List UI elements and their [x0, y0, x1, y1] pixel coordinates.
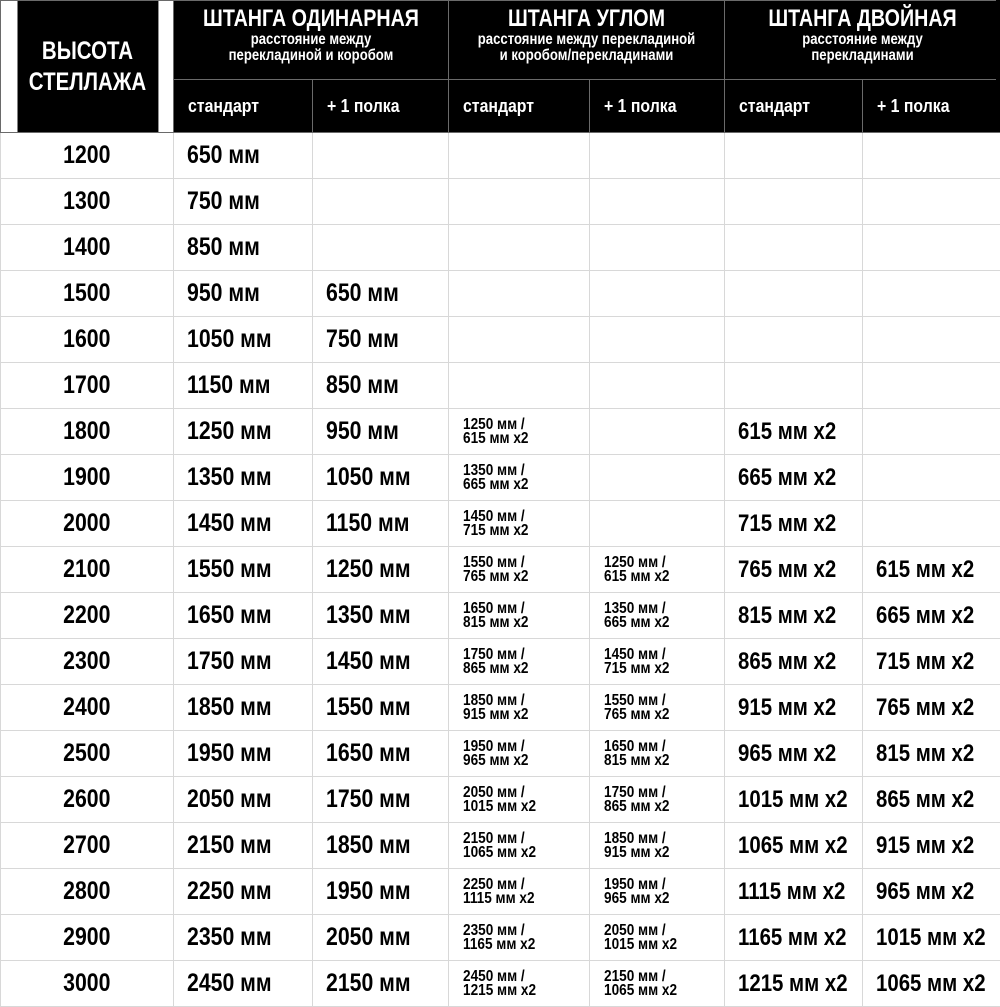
height-header-label: ВЫСОТА СТЕЛЛАЖА [16, 36, 157, 98]
single-plus-shelf-cell-value: 2050 мм [326, 923, 411, 952]
double-plus-shelf-cell [863, 547, 1000, 593]
corner-plus-shelf-cell [590, 225, 725, 271]
height-column-header [16, 1, 158, 133]
single-standard-cell-value: 1850 мм [187, 693, 272, 722]
double-plus-shelf-cell-value: 1015 мм x2 [876, 924, 986, 952]
single-plus-shelf-cell [313, 777, 449, 823]
corner-standard-cell-value: 2350 мм / 1165 мм x2 [463, 924, 535, 952]
double-plus-shelf-cell [863, 823, 1000, 869]
rack-height-cell [1, 731, 174, 777]
double-standard-cell [725, 317, 863, 363]
double-standard-cell [725, 271, 863, 317]
corner-standard-cell-value: 2150 мм / 1065 мм x2 [463, 832, 536, 860]
single-plus-shelf-cell-value: 1250 мм [326, 555, 411, 584]
double-standard-cell-value: 1065 мм x2 [738, 832, 848, 860]
corner-plus-shelf-cell-value: 1650 мм / 815 мм x2 [604, 740, 670, 768]
double-standard-cell-value: 615 мм x2 [738, 418, 836, 446]
double-standard-cell-value: 715 мм x2 [738, 510, 836, 538]
rack-height-cell-value: 1500 [63, 279, 110, 308]
rack-height-cell [1, 639, 174, 685]
single-plus-shelf-cell [313, 409, 449, 455]
single-plus-shelf-cell [313, 823, 449, 869]
single-standard-cell-value: 1750 мм [187, 647, 272, 676]
corner-standard-cell [449, 915, 590, 961]
corner-standard-cell [449, 363, 590, 409]
corner-rod-title: ШТАНГА УГЛОМ [474, 6, 700, 32]
rack-height-cell [1, 363, 174, 409]
single-standard-cell [174, 547, 313, 593]
single-plus-shelf-cell-value: 1950 мм [326, 877, 411, 906]
double-plus-shelf-cell [863, 271, 1000, 317]
sub-header-label: + 1 полка [604, 96, 677, 117]
corner-plus-shelf-cell-value: 1250 мм / 615 мм x2 [604, 556, 670, 584]
corner-standard-cell [449, 317, 590, 363]
rack-height-cell [1, 179, 174, 225]
double-plus-shelf-cell-value: 715 мм x2 [876, 648, 974, 676]
corner-plus-shelf-cell [590, 593, 725, 639]
single-standard-cell [174, 731, 313, 777]
single-plus-shelf-cell [313, 501, 449, 547]
single-plus-shelf-cell-value: 1750 мм [326, 785, 411, 814]
double-plus-shelf-cell-value: 615 мм x2 [876, 556, 974, 584]
rack-height-cell-value: 1800 [63, 417, 110, 446]
double-plus-shelf-cell-value: 765 мм x2 [876, 694, 974, 722]
rack-height-cell-value: 2700 [63, 831, 110, 860]
table-row [1, 593, 1000, 639]
corner-plus-shelf-cell [590, 823, 725, 869]
double-standard-cell [725, 133, 863, 179]
double-plus-shelf-cell [863, 225, 1000, 271]
rack-height-cell [1, 593, 174, 639]
single-plus-shelf-cell [313, 915, 449, 961]
corner-plus-shelf-cell-value: 1450 мм / 715 мм x2 [604, 648, 670, 676]
corner-plus-shelf-cell [590, 501, 725, 547]
double-plus-shelf-cell-value: 665 мм x2 [876, 602, 974, 630]
corner-plus-shelf-cell [590, 547, 725, 593]
double-standard-cell-value: 865 мм x2 [738, 648, 836, 676]
corner-plus-shelf-cell-value: 2150 мм / 1065 мм x2 [604, 970, 677, 998]
single-standard-cell-value: 1350 мм [187, 463, 272, 492]
single-standard-cell-value: 2450 мм [187, 969, 272, 998]
corner-standard-cell [449, 823, 590, 869]
corner-standard-cell-value: 1550 мм / 765 мм x2 [463, 556, 529, 584]
single-standard-cell [174, 363, 313, 409]
single-standard-cell [174, 685, 313, 731]
single-standard-cell [174, 179, 313, 225]
single-standard-header [174, 80, 313, 133]
corner-plus-shelf-cell [590, 317, 725, 363]
single-plus-shelf-cell [313, 317, 449, 363]
table-row [1, 823, 1000, 869]
sub-header-label: стандарт [739, 96, 810, 117]
double-standard-header [725, 80, 863, 133]
rack-height-cell [1, 317, 174, 363]
corner-plus-shelf-cell [590, 363, 725, 409]
double-standard-cell [725, 639, 863, 685]
table-row [1, 915, 1000, 961]
corner-standard-cell [449, 455, 590, 501]
corner-standard-cell-value: 1450 мм / 715 мм x2 [463, 510, 529, 538]
single-plus-shelf-cell [313, 731, 449, 777]
double-standard-cell [725, 501, 863, 547]
rack-height-cell [1, 915, 174, 961]
single-plus-shelf-cell [313, 133, 449, 179]
double-standard-cell [725, 455, 863, 501]
table-row [1, 501, 1000, 547]
single-standard-cell-value: 1450 мм [187, 509, 272, 538]
single-standard-cell-value: 1050 мм [187, 325, 272, 354]
single-plus-shelf-cell [313, 593, 449, 639]
corner-plus-shelf-cell [590, 777, 725, 823]
corner-rod-header [449, 1, 725, 80]
double-plus-shelf-cell [863, 639, 1000, 685]
double-standard-cell [725, 915, 863, 961]
double-standard-cell [725, 363, 863, 409]
rack-height-cell [1, 271, 174, 317]
corner-plus-shelf-cell-value: 1550 мм / 765 мм x2 [604, 694, 670, 722]
table-row [1, 317, 1000, 363]
table-row [1, 179, 1000, 225]
double-standard-cell [725, 225, 863, 271]
single-plus-shelf-cell-value: 750 мм [326, 325, 399, 354]
rack-height-cell-value: 2400 [63, 693, 110, 722]
double-plus-shelf-cell [863, 409, 1000, 455]
sub-header-label: стандарт [463, 96, 534, 117]
sub-header-label: стандарт [188, 96, 259, 117]
single-plus-shelf-cell-value: 1450 мм [326, 647, 411, 676]
corner-plus-shelf-cell-value: 1950 мм / 965 мм x2 [604, 878, 670, 906]
single-plus-shelf-cell [313, 271, 449, 317]
single-plus-shelf-cell [313, 225, 449, 271]
rack-height-cell-value: 2100 [63, 555, 110, 584]
double-standard-cell [725, 409, 863, 455]
single-standard-cell [174, 823, 313, 869]
double-standard-cell-value: 765 мм x2 [738, 556, 836, 584]
corner-plus-shelf-cell [590, 685, 725, 731]
corner-standard-cell [449, 179, 590, 225]
table-row [1, 777, 1000, 823]
corner-standard-cell-value: 1850 мм / 915 мм x2 [463, 694, 529, 722]
single-plus-shelf-cell-value: 1350 мм [326, 601, 411, 630]
corner-rod-subtitle: расстояние между перекладиной и коробом/перекладинами [474, 32, 700, 64]
corner-standard-cell-value: 2450 мм / 1215 мм x2 [463, 970, 536, 998]
rack-height-cell-value: 2900 [63, 923, 110, 952]
single-plus-shelf-cell-value: 850 мм [326, 371, 399, 400]
double-standard-cell [725, 547, 863, 593]
rack-height-cell-value: 3000 [63, 969, 110, 998]
corner-standard-cell [449, 869, 590, 915]
single-rod-title: ШТАНГА ОДИНАРНАЯ [199, 6, 424, 32]
rack-height-cell-value: 1600 [63, 325, 110, 354]
single-plus-shelf-cell [313, 363, 449, 409]
corner-standard-cell [449, 409, 590, 455]
rack-height-cell [1, 547, 174, 593]
single-plus-shelf-cell [313, 869, 449, 915]
single-standard-cell-value: 1650 мм [187, 601, 272, 630]
single-standard-cell-value: 1250 мм [187, 417, 272, 446]
single-plus-shelf-cell-value: 1650 мм [326, 739, 411, 768]
corner-standard-cell [449, 639, 590, 685]
corner-plus-shelf-cell [590, 915, 725, 961]
table-row [1, 409, 1000, 455]
corner-standard-cell [449, 501, 590, 547]
double-plus-shelf-cell [863, 363, 1000, 409]
table-row [1, 639, 1000, 685]
double-plus-shelf-cell [863, 685, 1000, 731]
double-plus-shelf-cell [863, 133, 1000, 179]
corner-standard-cell [449, 547, 590, 593]
header-edge [996, 0, 1000, 132]
rack-height-cell-value: 2200 [63, 601, 110, 630]
corner-plus-shelf-cell-value: 1750 мм / 865 мм x2 [604, 786, 670, 814]
corner-standard-cell-value: 1250 мм / 615 мм x2 [463, 418, 529, 446]
single-plus-shelf-cell [313, 179, 449, 225]
corner-standard-cell [449, 271, 590, 317]
rack-height-cell [1, 869, 174, 915]
double-plus-shelf-cell-value: 915 мм x2 [876, 832, 974, 860]
table-row [1, 225, 1000, 271]
rack-height-cell [1, 133, 174, 179]
double-plus-shelf-cell [863, 777, 1000, 823]
corner-standard-cell [449, 685, 590, 731]
double-plus-shelf-cell [863, 455, 1000, 501]
single-standard-cell [174, 317, 313, 363]
corner-standard-cell-value: 1950 мм / 965 мм x2 [463, 740, 529, 768]
single-standard-cell [174, 915, 313, 961]
single-rod-header [174, 1, 449, 80]
corner-plus-shelf-cell [590, 133, 725, 179]
double-plus-shelf-cell [863, 179, 1000, 225]
corner-plus-shelf-cell [590, 409, 725, 455]
single-standard-cell [174, 869, 313, 915]
double-rod-subtitle: расстояние между перекладинами [750, 32, 976, 64]
single-plus-shelf-cell-value: 1150 мм [326, 509, 409, 538]
corner-plus-shelf-cell-value: 1350 мм / 665 мм x2 [604, 602, 670, 630]
sub-header-label: + 1 полка [877, 96, 950, 117]
single-plus-shelf-cell-value: 2150 мм [326, 969, 411, 998]
single-standard-cell-value: 750 мм [187, 187, 260, 216]
double-plus-shelf-cell [863, 915, 1000, 961]
corner-standard-cell-value: 1750 мм / 865 мм x2 [463, 648, 529, 676]
double-standard-cell [725, 869, 863, 915]
double-standard-cell [725, 685, 863, 731]
single-plus-shelf-cell [313, 547, 449, 593]
rack-height-cell [1, 685, 174, 731]
single-plus-shelf-cell [313, 455, 449, 501]
rack-height-cell-value: 1200 [63, 141, 110, 170]
single-standard-cell [174, 455, 313, 501]
single-standard-cell-value: 850 мм [187, 233, 260, 262]
single-standard-cell-value: 2150 мм [187, 831, 272, 860]
table-row [1, 363, 1000, 409]
rack-height-cell [1, 455, 174, 501]
single-plus-shelf-cell-value: 650 мм [326, 279, 399, 308]
single-standard-cell-value: 2250 мм [187, 877, 272, 906]
corner-plus-shelf-header [590, 80, 725, 133]
single-standard-cell [174, 501, 313, 547]
corner-standard-header [449, 80, 590, 133]
double-standard-cell [725, 823, 863, 869]
single-rod-subtitle: расстояние между перекладиной и коробом [199, 32, 424, 64]
double-plus-shelf-cell [863, 317, 1000, 363]
corner-standard-cell [449, 133, 590, 179]
single-standard-cell [174, 777, 313, 823]
rack-height-cell-value: 2600 [63, 785, 110, 814]
rack-height-cell-value: 2500 [63, 739, 110, 768]
corner-standard-cell [449, 593, 590, 639]
rack-height-cell [1, 225, 174, 271]
corner-standard-cell [449, 225, 590, 271]
single-plus-shelf-header [313, 80, 449, 133]
corner-standard-cell-value: 1350 мм / 665 мм x2 [463, 464, 529, 492]
table-row [1, 685, 1000, 731]
double-standard-cell-value: 915 мм x2 [738, 694, 836, 722]
single-plus-shelf-cell-value: 950 мм [326, 417, 399, 446]
corner-plus-shelf-cell [590, 639, 725, 685]
double-standard-cell [725, 777, 863, 823]
single-standard-cell [174, 639, 313, 685]
double-standard-cell [725, 593, 863, 639]
double-standard-cell [725, 731, 863, 777]
double-standard-cell-value: 815 мм x2 [738, 602, 836, 630]
corner-plus-shelf-cell [590, 455, 725, 501]
single-standard-cell [174, 225, 313, 271]
double-plus-shelf-cell-value: 1065 мм x2 [876, 970, 986, 998]
corner-standard-cell [449, 777, 590, 823]
single-standard-cell [174, 593, 313, 639]
double-plus-shelf-cell-value: 965 мм x2 [876, 878, 974, 906]
double-plus-shelf-cell [863, 731, 1000, 777]
rack-height-cell [1, 501, 174, 547]
table-row [1, 271, 1000, 317]
table-body [1, 133, 1000, 1007]
double-plus-shelf-cell-value: 865 мм x2 [876, 786, 974, 814]
rack-height-cell [1, 823, 174, 869]
single-plus-shelf-cell-value: 1050 мм [326, 463, 411, 492]
single-standard-cell-value: 1150 мм [187, 371, 270, 400]
corner-plus-shelf-cell [590, 179, 725, 225]
sub-header-label: + 1 полка [327, 96, 400, 117]
table-row [1, 869, 1000, 915]
single-plus-shelf-cell [313, 639, 449, 685]
corner-standard-cell-value: 2050 мм / 1015 мм x2 [463, 786, 536, 814]
rack-height-cell-value: 2300 [63, 647, 110, 676]
double-standard-cell [725, 179, 863, 225]
single-standard-cell-value: 650 мм [187, 141, 260, 170]
rack-height-cell-value: 2800 [63, 877, 110, 906]
corner-plus-shelf-cell-value: 2050 мм / 1015 мм x2 [604, 924, 677, 952]
double-standard-cell-value: 965 мм x2 [738, 740, 836, 768]
single-standard-cell-value: 1950 мм [187, 739, 272, 768]
double-plus-shelf-header [863, 80, 1000, 133]
single-standard-cell-value: 2050 мм [187, 785, 272, 814]
single-standard-cell [174, 271, 313, 317]
rack-height-cell-value: 1900 [63, 463, 110, 492]
rack-height-cell [1, 777, 174, 823]
corner-standard-cell [449, 731, 590, 777]
single-standard-cell-value: 1550 мм [187, 555, 272, 584]
table-row [1, 455, 1000, 501]
single-plus-shelf-cell [313, 685, 449, 731]
double-rod-title: ШТАНГА ДВОЙНАЯ [750, 6, 976, 32]
corner-standard-cell-value: 2250 мм / 1115 мм x2 [463, 878, 535, 906]
rack-height-cell-value: 1700 [63, 371, 110, 400]
double-plus-shelf-cell [863, 501, 1000, 547]
double-standard-cell-value: 1215 мм x2 [738, 970, 848, 998]
single-standard-cell [174, 409, 313, 455]
table-row [1, 731, 1000, 777]
double-standard-cell-value: 1165 мм x2 [738, 924, 846, 952]
corner-plus-shelf-cell-value: 1850 мм / 915 мм x2 [604, 832, 670, 860]
table-row [1, 547, 1000, 593]
corner-plus-shelf-cell [590, 731, 725, 777]
double-rod-header [725, 1, 1000, 80]
corner-plus-shelf-cell [590, 869, 725, 915]
single-plus-shelf-cell-value: 1550 мм [326, 693, 411, 722]
double-plus-shelf-cell-value: 815 мм x2 [876, 740, 974, 768]
single-standard-cell-value: 950 мм [187, 279, 260, 308]
rack-height-cell-value: 1300 [63, 187, 110, 216]
double-plus-shelf-cell [863, 869, 1000, 915]
table-row [1, 133, 1000, 179]
single-standard-cell [174, 133, 313, 179]
rack-height-cell [1, 409, 174, 455]
double-standard-cell-value: 1115 мм x2 [738, 878, 845, 906]
rack-height-cell-value: 1400 [63, 233, 110, 262]
corner-standard-cell-value: 1650 мм / 815 мм x2 [463, 602, 529, 630]
corner-plus-shelf-cell [590, 271, 725, 317]
rack-height-cell-value: 2000 [63, 509, 110, 538]
double-plus-shelf-cell [863, 593, 1000, 639]
single-standard-cell-value: 2350 мм [187, 923, 272, 952]
double-standard-cell-value: 1015 мм x2 [738, 786, 848, 814]
double-standard-cell-value: 665 мм x2 [738, 464, 836, 492]
single-plus-shelf-cell-value: 1850 мм [326, 831, 411, 860]
